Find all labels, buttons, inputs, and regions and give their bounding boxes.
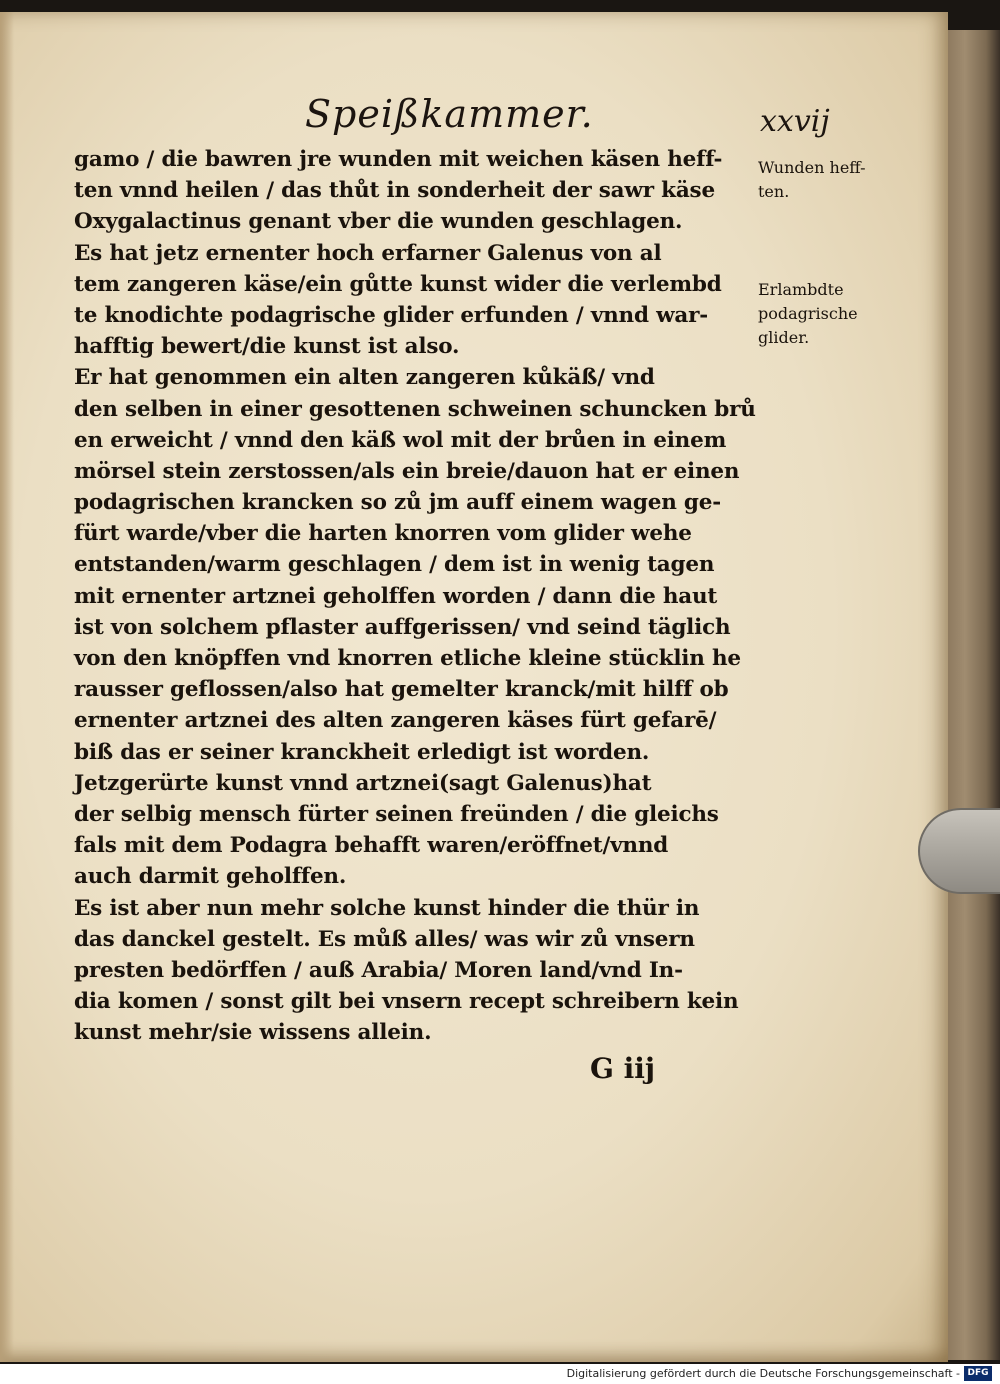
margin-note-line: ten.	[758, 182, 790, 201]
text-line: von den knöpffen vnd knorren etliche kleine stücklin he	[74, 646, 741, 671]
text-line: mit ernenter artznei geholffen worden / dann die haut	[74, 583, 718, 609]
margin-note-line: glider.	[758, 328, 810, 347]
text-line: fals mit dem Podagra behafft waren/eröffnet/vnnd	[74, 833, 669, 859]
text-line: gamo / die bawren jre wunden mit weichen käsen heff-	[74, 147, 723, 172]
margin-note-wounds	[758, 156, 898, 204]
text-line: der selbig mensch fürter seinen freünden / die gleichs	[74, 801, 719, 827]
text-line: das danckel gestelt. Es můß alles/ was wir zů vnsern	[74, 926, 695, 952]
margin-note-line: podagrische	[758, 304, 858, 323]
text-line: auch darmit geholffen.	[74, 864, 347, 890]
text-line: kunst mehr/sie wissens allein.	[74, 1020, 432, 1046]
text-line: Es hat jetz ernenter hoch erfarner Galenus von al	[74, 240, 662, 266]
text-line: Oxygalactinus genant vber die wunden geschlagen.	[74, 209, 683, 235]
dfg-logo-icon: DFG	[964, 1366, 992, 1381]
funding-notice: Digitalisierung gefördert durch die Deutsche Forschungsgemeinschaft -	[566, 1367, 960, 1380]
text-line: te knodichte podagrische glider erfunden / vnnd war-	[74, 302, 708, 328]
text-line: dia komen / sonst gilt bei vnsern recept schreibern kein	[74, 989, 739, 1015]
footer-bar	[0, 1364, 1000, 1384]
text-line: ten vnnd heilen / das thůt in sonderheit der sawr käse	[74, 178, 715, 204]
text-line: mörsel stein zerstossen/als ein breie/dauon hat er einen	[74, 458, 740, 484]
text-line: biß das er seiner kranckheit erledigt ist worden.	[74, 739, 650, 765]
page-gutter-shadow	[0, 12, 14, 1362]
text-line: ernenter artznei des alten zangeren käses fürt gefarē/	[74, 708, 717, 734]
text-line: entstanden/warm geschlagen / dem ist in wenig tagen	[74, 552, 715, 578]
text-line: Jetzgerürte kunst vnnd artznei(sagt Galenus)hat	[74, 770, 652, 796]
text-line: Er hat genommen ein alten zangeren kůkäß/ vnd	[74, 365, 655, 391]
margin-note-line: Wunden heff-	[758, 158, 866, 177]
text-line: hafftig bewert/die kunst ist also.	[74, 334, 460, 360]
text-line: Es ist aber nun mehr solche kunst hinder die thür in	[74, 895, 700, 921]
text-line: fürt warde/vber die harten knorren vom glider wehe	[74, 521, 692, 547]
page-clip	[918, 808, 1000, 894]
text-line: en erweicht / vnnd den käß wol mit der brůen in einem	[74, 427, 727, 453]
margin-note-line: Erlambdte	[758, 280, 844, 299]
text-line: presten bedörffen / auß Arabia/ Moren land/vnd In-	[74, 957, 683, 983]
running-head-title: Speißkammer.	[305, 92, 594, 136]
body-text	[74, 144, 756, 1048]
text-line: ist von solchem pflaster auffgerissen/ vnd seind täglich	[74, 614, 731, 640]
text-line: tem zangeren käse/ein gůtte kunst wider die verlembd	[74, 271, 722, 297]
text-line: rausser geflossen/also hat gemelter kranck/mit hilff ob	[74, 677, 729, 703]
text-line: podagrischen krancken so zů jm auff einem wagen ge-	[74, 490, 721, 516]
book-page	[0, 12, 948, 1362]
text-line: den selben in einer gesottenen schweinen schuncken brů	[74, 396, 756, 422]
folio-number: xxvij	[760, 104, 830, 139]
signature-mark: G iij	[590, 1052, 656, 1085]
margin-note-gout	[758, 278, 898, 350]
